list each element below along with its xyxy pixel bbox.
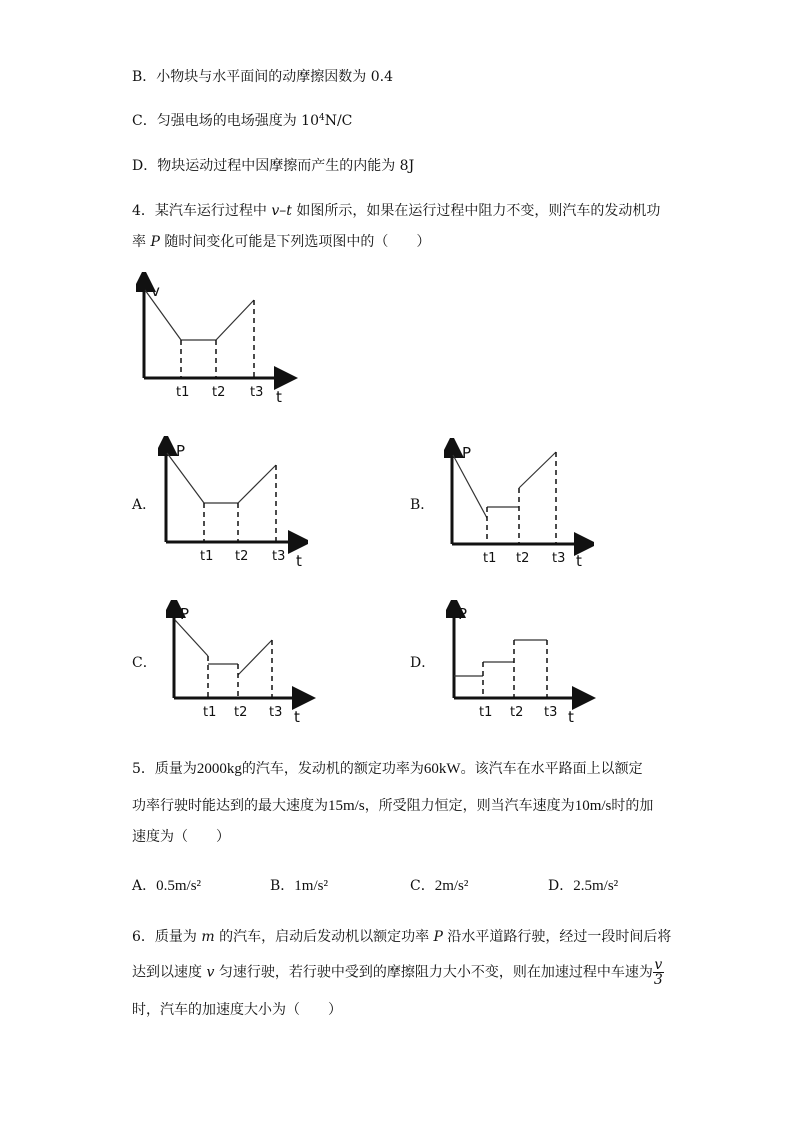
q4-option-a-label[interactable]: A． xyxy=(132,497,157,513)
q6-text: 6．质量为 xyxy=(132,929,202,945)
velocity-curve xyxy=(145,290,254,340)
x-axis-label: t xyxy=(294,708,300,726)
q3-option-c-unit: N/C xyxy=(324,113,353,129)
q4-stem-line1 xyxy=(132,200,660,220)
x-axis-label: t xyxy=(276,388,282,406)
q5-text: 5．质量为 xyxy=(132,761,197,777)
tick-t3: t3 xyxy=(250,385,264,400)
q5-choice-a-label: A． xyxy=(132,878,157,894)
tick-t1: t1 xyxy=(176,385,190,400)
tick-t1: t1 xyxy=(203,705,217,720)
q3-option-b: B．小物块与水平面间的动摩擦因数为 0.4 xyxy=(132,69,394,85)
q5-stem-line1 xyxy=(132,758,643,778)
q5-speed: 10m/s xyxy=(574,798,612,814)
tick-t3: t3 xyxy=(552,551,566,566)
y-axis-label: P xyxy=(180,605,190,623)
q6-fraction-denominator: 3 xyxy=(653,972,663,988)
q4-stem-text: 随时间变化可能是下列选项图中的（ ） xyxy=(159,234,431,250)
tick-t2: t2 xyxy=(235,549,249,564)
q6-speed-symbol: v xyxy=(206,964,215,981)
q5-choice-b-label: B． xyxy=(270,878,295,894)
q4-stem-text: 4．某汽车运行过程中 xyxy=(132,203,272,219)
tick-t2: t2 xyxy=(516,551,530,566)
q5-choice-d-value: 2.5m/s² xyxy=(573,878,619,894)
q3-option-c-exponent: 4 xyxy=(318,113,325,123)
q6-stem-line2 xyxy=(132,958,664,987)
q5-choice-c-label: C． xyxy=(410,878,435,894)
q4-option-b-graph[interactable] xyxy=(444,438,594,573)
q5-text: 时的加 xyxy=(611,798,654,814)
q4-option-c-label[interactable]: C． xyxy=(132,655,157,671)
y-axis-label: P xyxy=(458,605,468,623)
q4-option-b-label[interactable]: B． xyxy=(410,497,435,513)
q3-option-d: D．物块运动过程中因摩擦而产生的内能为 8J xyxy=(132,158,415,174)
tick-t2: t2 xyxy=(234,705,248,720)
tick-t3: t3 xyxy=(272,549,286,564)
q4-option-a-graph[interactable] xyxy=(158,436,308,571)
tick-t1: t1 xyxy=(200,549,214,564)
q5-stem-line3: 速度为（ ） xyxy=(132,829,230,845)
power-curve xyxy=(167,453,276,503)
tick-t1: t1 xyxy=(483,551,497,566)
q6-fraction-numerator: v xyxy=(654,957,663,973)
x-axis-label: t xyxy=(576,552,582,570)
q6-mass-symbol: m xyxy=(201,929,215,945)
q4-stem-text: 如图所示，如果在运行过程中阻力不变，则汽车的发动机功 xyxy=(291,203,661,219)
q4-p-symbol: P xyxy=(150,234,160,250)
q5-choice-c[interactable] xyxy=(410,875,468,895)
power-curve-segment-1 xyxy=(175,620,208,656)
tick-t2: t2 xyxy=(510,705,524,720)
q4-stem-text: 率 xyxy=(132,234,151,250)
q5-choice-a[interactable] xyxy=(132,875,201,895)
q4-vt-graph xyxy=(136,272,306,407)
power-curve-segment-3 xyxy=(238,640,272,675)
q6-fraction xyxy=(653,958,664,987)
y-axis-label: v xyxy=(151,282,160,300)
q6-stem-line3: 时，汽车的加速度大小为（ ） xyxy=(132,1002,342,1018)
q4-option-d-label[interactable]: D． xyxy=(410,655,436,671)
q5-text: 的汽车，发动机的额定功率为 xyxy=(241,761,424,777)
x-axis-label: t xyxy=(568,708,574,726)
q5-choice-b-value: 1m/s² xyxy=(294,878,328,894)
q5-choice-a-value: 0.5m/s² xyxy=(156,878,202,894)
q6-text: 沿水平道路行驶，经过一段时间后将 xyxy=(442,929,672,945)
x-axis-label: t xyxy=(296,552,302,570)
q4-option-d-graph[interactable] xyxy=(446,600,596,735)
q5-mass: 2000kg xyxy=(196,761,242,777)
q6-text: 匀速行驶，若行驶中受到的摩擦阻力大小不变，则在加速过程中车速为 xyxy=(214,964,653,981)
y-axis-label: P xyxy=(462,444,472,462)
q5-choice-b[interactable] xyxy=(270,875,328,895)
q6-text: 的汽车，启动后发动机以额定功率 xyxy=(214,929,434,945)
q5-choice-c-value: 2m/s² xyxy=(434,878,469,894)
q5-power: 60kW xyxy=(423,761,461,777)
q5-choice-d[interactable] xyxy=(548,875,618,895)
q4-option-c-graph[interactable] xyxy=(166,600,316,735)
tick-t2: t2 xyxy=(212,385,226,400)
q4-vt-symbol: v–t xyxy=(271,203,292,219)
y-axis-label: P xyxy=(176,442,186,460)
q6-power-symbol: P xyxy=(433,929,443,945)
q6-text: 达到以速度 xyxy=(132,964,207,981)
tick-t3: t3 xyxy=(269,705,283,720)
q6-stem-line1 xyxy=(132,926,671,946)
q5-text: 功率行驶时能达到的最大速度为 xyxy=(132,798,328,814)
q4-stem-line2 xyxy=(132,231,430,251)
q5-choice-d-label: D． xyxy=(548,878,574,894)
q3-option-c xyxy=(132,110,352,130)
q5-stem-line2 xyxy=(132,795,653,815)
q5-text: 。该汽车在水平路面上以额定 xyxy=(460,761,643,777)
q5-text: ，所受阻力恒定，则当汽车速度为 xyxy=(364,798,575,814)
q5-max-speed: 15m/s xyxy=(328,798,365,814)
tick-t3: t3 xyxy=(544,705,558,720)
q3-option-c-text: C．匀强电场的电场强度为 10 xyxy=(132,113,319,129)
tick-t1: t1 xyxy=(479,705,493,720)
power-curve-segment-1 xyxy=(453,455,487,518)
power-curve-segment-3 xyxy=(519,452,556,488)
